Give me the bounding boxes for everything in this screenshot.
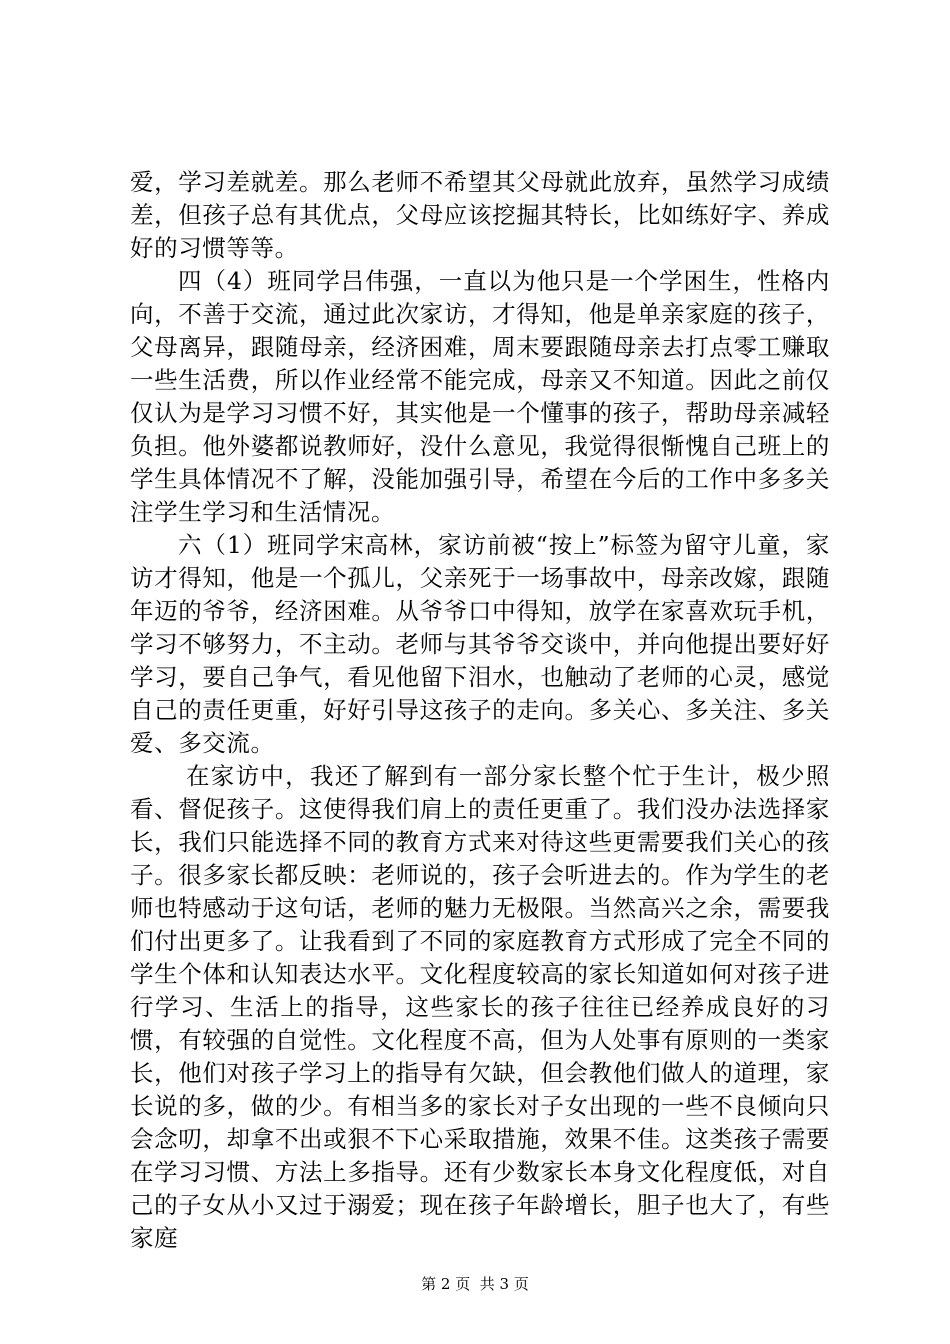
- page-number-label: 第 2 页 共 3 页: [421, 1275, 529, 1293]
- paragraph-continuation: 爱，学习差就差。那么老师不希望其父母就此放弃，虽然学习成绩差，但孩子总有其优点，父母应该挖掘其特长，比如练好字、养成好的习惯等等。: [130, 168, 830, 262]
- paragraph-student-lv-weiqiang: 四（4）班同学吕伟强，一直以为他只是一个学困生，性格内向，不善于交流，通过此次家访，才得知，他是单亲家庭的孩子，父母离异，跟随母亲，经济困难，周末要跟随母亲去打点零工赚取一些生活费，所以作业经常不能完成，母亲又不知道。因此之前仅仅认为是学习习惯不好，其实他是一个懂事的孩子，帮助母亲减轻负担。他外婆都说教师好，没什么意见，我觉得很惭愧自己班上的学生具体情况不了解，没能加强引导，希望在今后的工作中多多关注学生学习和生活情况。: [130, 267, 830, 526]
- paragraph-home-visit-reflection: 在家访中，我还了解到有一部分家长整个忙于生计，极少照看、督促孩子。这使得我们肩上的责任更重了。我们没办法选择家长，我们只能选择不同的教育方式来对待这些更需要我们关心的孩子。很多家长都反映：老师说的，孩子会听进去的。作为学生的老师也特感动于这句话，老师的魅力无极限。当然高兴之余，需要我们付出更多了。让我看到了不同的家庭教育方式形成了完全不同的学生个体和认知表达水平。文化程度较高的家长知道如何对孩子进行学习、生活上的指导，这些家长的孩子往往已经养成良好的习惯，有较强的自觉性。文化程度不高，但为人处事有原则的一类家长，他们对孩子学习上的指导有欠缺，但会教他们做人的道理，家长说的多，做的少。有相当多的家长对子女出现的一些不良倾向只会念叨，却拿不出或狠不下心采取措施，效果不佳。这类孩子需要在学习习惯、方法上多指导。还有少数家长本身文化程度低，对自己的子女从小又过于溺爱；现在孩子年龄增长，胆子也大了，有些家庭: [130, 762, 830, 1252]
- page-footer: [0, 1274, 950, 1294]
- paragraph-student-song-gaolin: 六（1）班同学宋高林，家访前被“按上”标签为留守儿童，家访才得知，他是一个孤儿，父亲死于一场事故中，母亲改嫁，跟随年迈的爷爷，经济困难。从爷爷口中得知，放学在家喜欢玩手机，学习不够努力，不主动。老师与其爷爷交谈中，并向他提出要好好学习，要自己争气，看见他留下泪水，也触动了老师的心灵，感觉自己的责任更重，好好引导这孩子的走向。多关心、多关注、多关爱、多交流。: [130, 531, 830, 757]
- document-body: [130, 166, 830, 1255]
